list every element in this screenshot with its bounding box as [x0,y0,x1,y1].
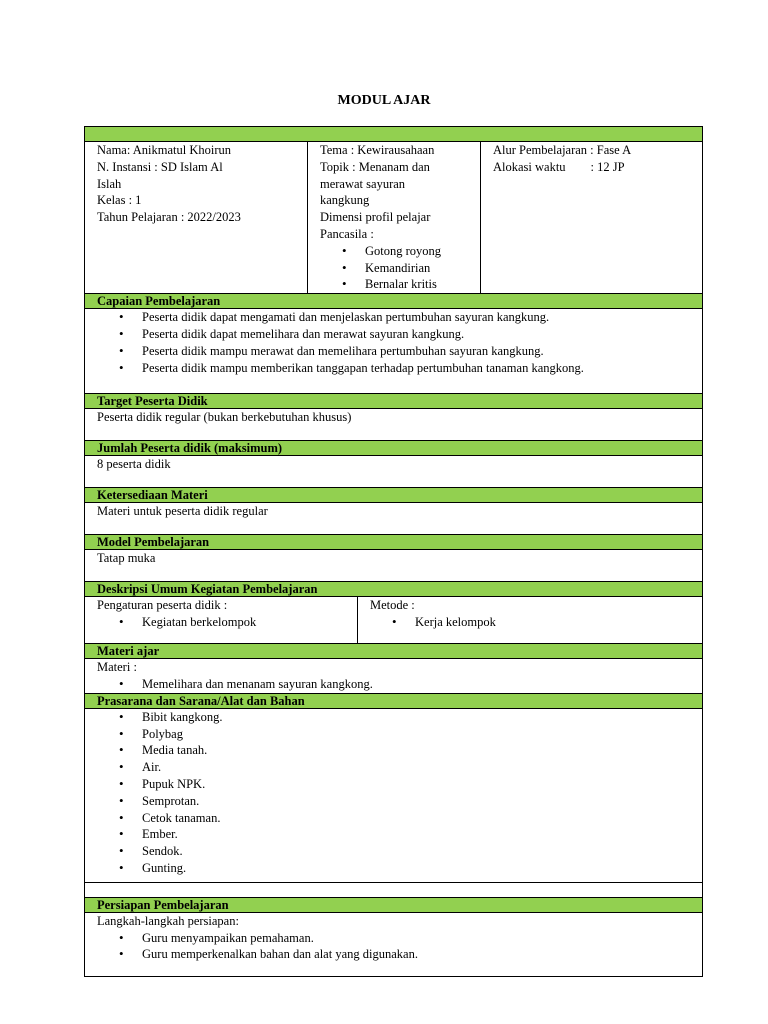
arrangement-label: Pengaturan peserta didik : [97,598,228,613]
list-item: • Ember. [142,826,702,843]
prasarana-body [85,708,703,882]
school-year: Tahun Pelajaran : 2022/2023 [97,210,241,225]
materi-list [97,676,702,693]
list-item: • Peserta didik dapat memelihara dan merawat sayuran kangkung. [142,326,702,343]
time-allocation: Alokasi waktu : 12 JP [493,159,625,174]
capaian-heading: Capaian Pembelajaran [85,294,703,309]
list-item: • Peserta didik mampu merawat dan memelihara pertumbuhan sayuran kangkung. [142,343,702,360]
profile-dimension-cont: Pancasila : [320,226,374,241]
section-header [85,582,703,597]
materi-body [85,659,703,694]
model-body: Tatap muka [85,550,703,582]
list-item: • Sendok. [142,843,702,860]
ketersediaan-heading: Ketersediaan Materi [85,488,703,503]
list-item: • Kemandirian [365,260,480,277]
deskripsi-heading: Deskripsi Umum Kegiatan Pembelajaran [85,582,703,597]
target-row [85,409,703,441]
spacer-row [85,882,703,897]
top-header-cell [85,127,703,142]
list-item: • Kerja kelompok [415,614,702,631]
list-item: • Polybag [142,726,702,743]
theme: Tema : Kewirausahaan [320,143,435,157]
modul-table [84,126,703,977]
topic-cont-2: kangkung [320,193,370,208]
topic-cont-1: merawat sayuran [320,176,406,191]
section-header [85,535,703,550]
list-item: • Air. [142,759,702,776]
section-header [85,693,703,708]
topic: Topik : Menanam dan [320,159,430,174]
prasarana-heading: Prasarana dan Sarana/Alat dan Bahan [85,693,703,708]
identity-col-2 [308,142,481,294]
deskripsi-right [358,597,703,644]
persiapan-label: Langkah-langkah persiapan: [97,913,239,928]
profile-list [320,243,480,293]
identity-col-1 [85,142,308,294]
jumlah-row [85,456,703,488]
persiapan-row [85,912,703,976]
institution: N. Instansi : SD Islam Al [97,159,223,174]
class-level: Kelas : 1 [97,193,142,208]
target-heading: Target Peserta Didik [85,394,703,409]
deskripsi-left [85,597,358,644]
section-header [85,294,703,309]
ketersediaan-row [85,503,703,535]
list-item: • Gotong royong [365,243,480,260]
materi-row [85,659,703,694]
list-item: • Semprotan. [142,793,702,810]
model-heading: Model Pembelajaran [85,535,703,550]
capaian-list [97,309,702,376]
jumlah-body: 8 peserta didik [85,456,703,488]
teacher-name: Nama: Anikmatul Khoirun [97,143,232,157]
list-item: • Peserta didik dapat mengamati dan menjelaskan pertumbuhan sayuran kangkung. [142,309,702,326]
list-item: • Media tanah. [142,742,702,759]
section-header [85,441,703,456]
list-item: • Guru menyampaikan pemahaman. [142,930,702,947]
list-item: • Kegiatan berkelompok [142,614,357,631]
list-item: • Memelihara dan menanam sayuran kangkong. [142,676,702,693]
materi-label: Materi : [97,660,137,675]
top-header-row [85,127,703,142]
jumlah-heading: Jumlah Peserta didik (maksimum) [85,441,703,456]
list-item: • Guru memperkenalkan bahan dan alat yang digunakan. [142,946,702,963]
prasarana-row [85,708,703,882]
list-item: • Bernalar kritis [365,276,480,293]
section-header [85,394,703,409]
identity-row [85,142,703,294]
arrangement-list [97,614,357,631]
materi-heading: Materi ajar [85,644,703,659]
method-list [370,614,702,631]
list-item: • Cetok tanaman. [142,810,702,827]
section-header [85,897,703,912]
method-label: Metode : [370,598,415,613]
ketersediaan-body: Materi untuk peserta didik regular [85,503,703,535]
document-title: MODUL AJAR [337,93,431,108]
identity-col-3 [481,142,703,294]
persiapan-list [97,930,702,964]
persiapan-heading: Persiapan Pembelajaran [85,897,703,912]
persiapan-body [85,912,703,976]
list-item: • Peserta didik mampu memberikan tanggapan terhadap pertumbuhan tanaman kangkong. [142,360,702,377]
model-row [85,550,703,582]
spacer-cell [85,882,703,897]
list-item: • Bibit kangkong. [142,709,702,726]
list-item: • Gunting. [142,860,702,877]
section-header [85,644,703,659]
target-body: Peserta didik regular (bukan berkebutuhan khusus) [85,409,703,441]
section-header [85,488,703,503]
capaian-body [85,309,703,394]
list-item: • Pupuk NPK. [142,776,702,793]
institution-cont: Islah [97,176,122,191]
deskripsi-row [85,597,703,644]
prasarana-list [97,709,702,877]
learning-flow: Alur Pembelajaran : Fase A [493,143,632,157]
capaian-row [85,309,703,394]
profile-dimension: Dimensi profil pelajar [320,210,431,225]
